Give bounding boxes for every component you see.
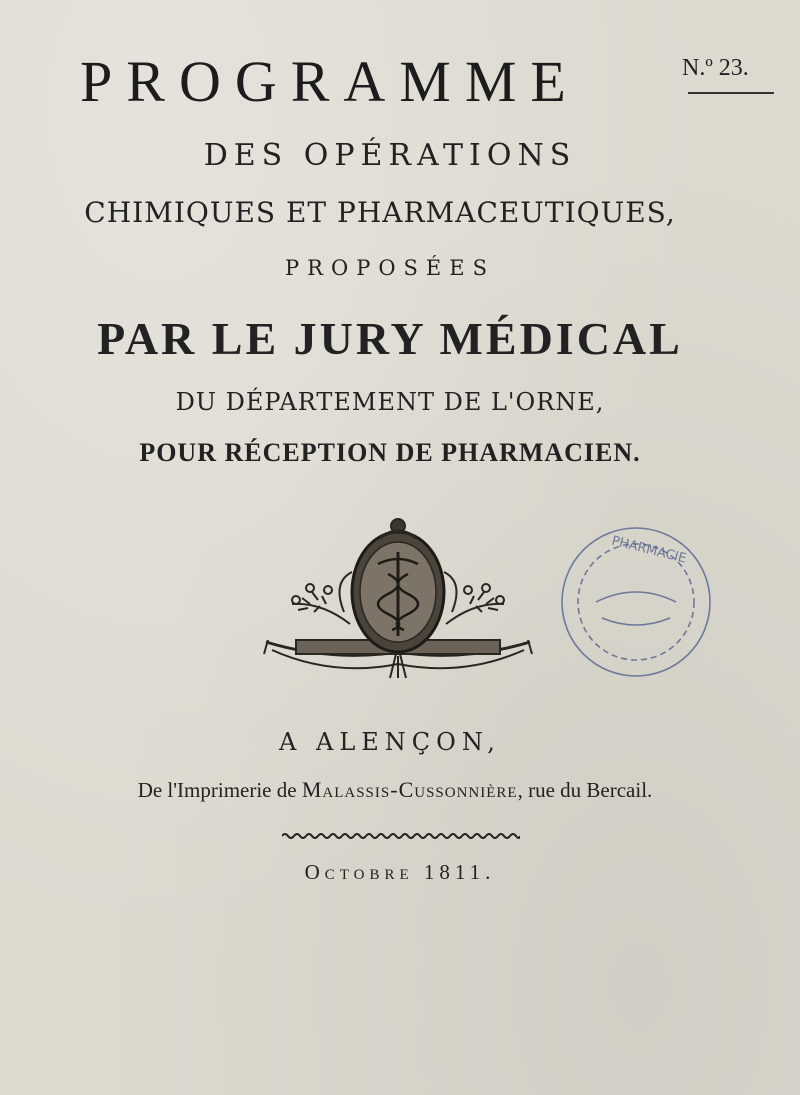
subtitle-jury: PAR LE JURY MÉDICAL bbox=[97, 313, 683, 364]
subtitle-departement: DU DÉPARTEMENT DE L'ORNE, bbox=[175, 388, 605, 416]
caduceus-ornament bbox=[262, 512, 534, 684]
date-line: Octobre 1811. bbox=[304, 860, 496, 884]
subtitle-chimiques: CHIMIQUES ET PHARMACEUTIQUES, bbox=[84, 196, 676, 229]
stamp-text: PHARMACIE bbox=[609, 533, 688, 567]
subtitle-proposees: PROPOSÉES bbox=[285, 256, 495, 280]
subtitle-reception: POUR RÉCEPTION DE PHARMACIEN. bbox=[139, 438, 641, 467]
library-stamp bbox=[556, 522, 716, 682]
imprint-printer-name: Malassis-Cussonnière bbox=[301, 777, 518, 802]
document-number: N.º 23. bbox=[682, 55, 749, 81]
document-title: PROGRAMME bbox=[80, 49, 580, 114]
place-line: A ALENÇON, bbox=[279, 728, 501, 756]
imprint-prefix: De l'Imprimerie de bbox=[137, 778, 302, 802]
number-underline bbox=[688, 92, 774, 94]
imprint-line bbox=[0, 777, 795, 803]
imprint-suffix: , rue du Bercail. bbox=[517, 778, 653, 802]
decorative-rule bbox=[282, 832, 520, 840]
subtitle-operations: DES OPÉRATIONS bbox=[203, 138, 577, 173]
